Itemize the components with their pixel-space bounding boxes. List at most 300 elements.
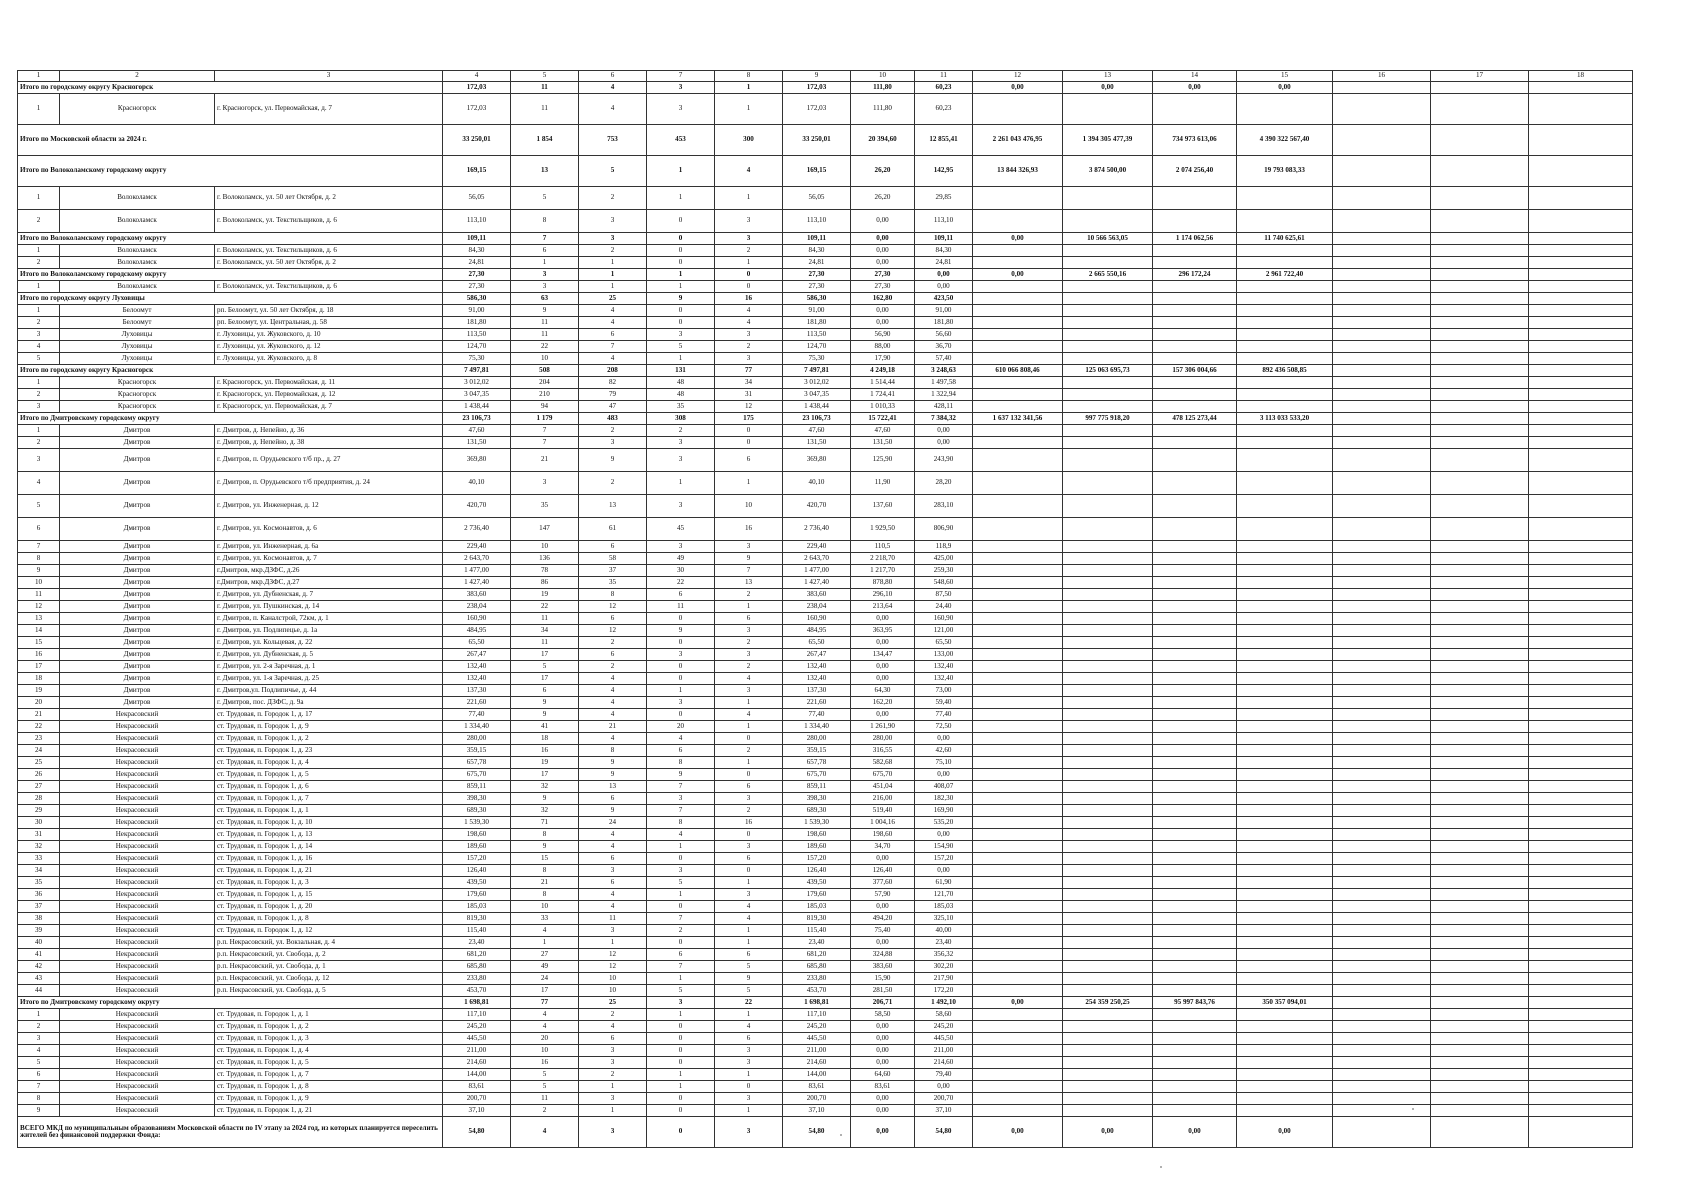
table-cell <box>973 1105 1063 1117</box>
table-cell <box>1063 733 1153 745</box>
table-cell <box>1333 341 1431 353</box>
table-cell <box>1153 437 1237 449</box>
settlement-cell: Дмитров <box>60 449 215 472</box>
table-cell: 0,00 <box>1153 82 1237 94</box>
table-cell: 16 <box>715 518 783 541</box>
table-cell: 13 <box>511 156 579 187</box>
table-cell <box>1237 389 1333 401</box>
table-cell <box>1237 673 1333 685</box>
table-cell: 58,60 <box>915 1009 973 1021</box>
table-cell: 78 <box>511 565 579 577</box>
table-cell <box>1153 293 1237 305</box>
table-cell <box>1431 389 1529 401</box>
row-number: 21 <box>18 709 60 721</box>
table-row <box>18 853 1633 865</box>
address-cell: ст. Трудовая, п. Городок 1, д. 23 <box>215 745 443 757</box>
table-cell <box>1333 269 1431 281</box>
table-row <box>18 793 1633 805</box>
column-number: 12 <box>973 71 1063 82</box>
table-cell <box>1431 341 1529 353</box>
table-cell <box>1333 1117 1431 1148</box>
table-cell: 4 <box>511 925 579 937</box>
table-cell: 0 <box>715 269 783 281</box>
table-cell <box>1237 1081 1333 1093</box>
table-cell <box>1063 1105 1153 1117</box>
table-cell: 4 <box>715 317 783 329</box>
row-number: 4 <box>18 1045 60 1057</box>
table-cell: 113,10 <box>783 210 851 233</box>
column-number: 17 <box>1431 71 1529 82</box>
table-cell: 296 172,24 <box>1153 269 1237 281</box>
table-cell <box>973 329 1063 341</box>
table-cell: 221,60 <box>783 697 851 709</box>
table-cell <box>1431 685 1529 697</box>
table-cell: 211,00 <box>783 1045 851 1057</box>
table-cell: 6 <box>715 449 783 472</box>
address-cell: ст. Трудовая, п. Городок 1, д. 4 <box>215 1045 443 1057</box>
table-cell: 2 <box>579 661 647 673</box>
table-cell <box>1529 341 1633 353</box>
table-cell <box>1153 793 1237 805</box>
table-cell: 356,32 <box>915 949 973 961</box>
table-cell: 56,05 <box>783 187 851 210</box>
table-row <box>18 401 1633 413</box>
table-cell <box>1063 925 1153 937</box>
table-cell <box>973 401 1063 413</box>
table-cell: 1 <box>715 697 783 709</box>
table-cell: 0,00 <box>851 233 915 245</box>
table-cell <box>1063 985 1153 997</box>
table-cell: 1 334,40 <box>783 721 851 733</box>
table-cell: 7 497,81 <box>443 365 511 377</box>
table-cell: 24 <box>579 817 647 829</box>
settlement-cell: Дмитров <box>60 495 215 518</box>
table-cell: 3 113 033 533,20 <box>1237 413 1333 425</box>
table-row <box>18 625 1633 637</box>
table-cell: 8 <box>647 817 715 829</box>
table-cell: 0,00 <box>973 1117 1063 1148</box>
address-cell: г. Дмитров, п. Орудьевского т/б пр., д. 27 <box>215 449 443 472</box>
table-cell <box>1333 413 1431 425</box>
table-cell: 1 <box>511 257 579 269</box>
table-cell: 3 <box>647 449 715 472</box>
table-cell: 3 <box>715 353 783 365</box>
subtotal-label: ВСЕГО МКД по муниципальным образованиям Московской области по IV этапу за 2024 год, из которых планируется переселить жителей без финансовой поддержки Фонда: <box>18 1117 443 1148</box>
column-number: 14 <box>1153 71 1237 82</box>
row-number: 4 <box>18 341 60 353</box>
table-cell <box>1333 673 1431 685</box>
table-cell: 9 <box>579 805 647 817</box>
table-cell <box>1333 472 1431 495</box>
table-cell <box>1237 601 1333 613</box>
table-cell: 4 249,18 <box>851 365 915 377</box>
row-number: 1 <box>18 281 60 293</box>
table-cell <box>1529 541 1633 553</box>
table-cell: 478 125 273,44 <box>1153 413 1237 425</box>
table-cell: 7 <box>511 437 579 449</box>
table-cell: 428,11 <box>915 401 973 413</box>
address-cell: г. Красногорск, ул. Первомайская, д. 7 <box>215 401 443 413</box>
table-cell: 198,60 <box>851 829 915 841</box>
table-cell <box>1063 625 1153 637</box>
table-row <box>18 1045 1633 1057</box>
row-number: 1 <box>18 187 60 210</box>
table-cell: 6 <box>579 329 647 341</box>
table-cell: 0 <box>647 613 715 625</box>
row-number: 8 <box>18 1093 60 1105</box>
table-cell <box>973 577 1063 589</box>
table-row <box>18 377 1633 389</box>
table-cell <box>1333 1081 1431 1093</box>
table-cell <box>1063 853 1153 865</box>
table-cell: 83,61 <box>851 1081 915 1093</box>
table-cell: 84,30 <box>915 245 973 257</box>
table-cell <box>1529 1117 1633 1148</box>
table-cell: 1 <box>511 937 579 949</box>
table-cell <box>1063 757 1153 769</box>
table-cell <box>1237 94 1333 125</box>
table-cell: 1 539,30 <box>443 817 511 829</box>
settlement-cell: Дмитров <box>60 673 215 685</box>
table-cell <box>1431 673 1529 685</box>
table-cell <box>1529 401 1633 413</box>
table-cell: 19 <box>511 589 579 601</box>
table-cell <box>1237 281 1333 293</box>
table-cell: 3 <box>647 82 715 94</box>
table-cell: 75,30 <box>443 353 511 365</box>
table-cell <box>973 1009 1063 1021</box>
table-cell: 79,40 <box>915 1069 973 1081</box>
subtotal-row <box>18 413 1633 425</box>
table-cell: 12 <box>579 961 647 973</box>
table-cell <box>1153 901 1237 913</box>
column-number: 6 <box>579 71 647 82</box>
table-cell: 0,00 <box>915 865 973 877</box>
table-cell: 1 724,41 <box>851 389 915 401</box>
table-cell: 172,03 <box>443 82 511 94</box>
table-cell: 7 <box>647 913 715 925</box>
table-cell <box>1237 649 1333 661</box>
table-cell <box>973 353 1063 365</box>
settlement-cell: Некрасовский <box>60 733 215 745</box>
table-cell <box>1529 553 1633 565</box>
address-cell: р.п. Некрасовский, ул. Свобода, д. 12 <box>215 973 443 985</box>
table-cell <box>1153 745 1237 757</box>
table-cell: 60,23 <box>915 94 973 125</box>
table-row <box>18 961 1633 973</box>
table-cell <box>1063 1081 1153 1093</box>
table-cell <box>1237 437 1333 449</box>
table-row <box>18 187 1633 210</box>
row-number: 15 <box>18 637 60 649</box>
table-cell <box>973 925 1063 937</box>
row-number: 12 <box>18 601 60 613</box>
table-row <box>18 281 1633 293</box>
table-cell: 6 <box>511 685 579 697</box>
table-cell: 229,40 <box>443 541 511 553</box>
table-cell: 169,15 <box>783 156 851 187</box>
table-cell: 121,70 <box>915 889 973 901</box>
table-cell: 685,80 <box>783 961 851 973</box>
table-cell: 0,00 <box>915 437 973 449</box>
table-cell <box>973 973 1063 985</box>
table-cell <box>1063 341 1153 353</box>
table-cell: 133,00 <box>915 649 973 661</box>
table-cell <box>1529 829 1633 841</box>
row-number: 2 <box>18 1021 60 1033</box>
table-cell <box>1431 805 1529 817</box>
table-cell: 144,00 <box>443 1069 511 1081</box>
table-cell <box>1153 733 1237 745</box>
table-cell: 157,20 <box>443 853 511 865</box>
table-cell: 214,60 <box>915 1057 973 1069</box>
column-number: 8 <box>715 71 783 82</box>
table-cell <box>1153 637 1237 649</box>
table-cell <box>1333 245 1431 257</box>
table-cell <box>1153 187 1237 210</box>
table-cell: 359,15 <box>783 745 851 757</box>
row-number: 1 <box>18 245 60 257</box>
table-cell: 3 <box>715 625 783 637</box>
table-cell <box>1333 745 1431 757</box>
table-cell <box>1237 1045 1333 1057</box>
row-number: 16 <box>18 649 60 661</box>
table-cell <box>1529 637 1633 649</box>
table-cell: 198,60 <box>783 829 851 841</box>
table-cell <box>1237 401 1333 413</box>
table-row <box>18 389 1633 401</box>
table-cell <box>1431 353 1529 365</box>
table-cell: 4 <box>579 305 647 317</box>
address-cell: г. Луховицы, ул. Жуковского, д. 12 <box>215 341 443 353</box>
address-cell: ст. Трудовая, п. Городок 1, д. 3 <box>215 877 443 889</box>
row-number: 7 <box>18 1081 60 1093</box>
table-cell <box>1063 305 1153 317</box>
table-cell <box>1063 1093 1153 1105</box>
settlement-cell: Некрасовский <box>60 1009 215 1021</box>
table-cell <box>1153 1057 1237 1069</box>
table-body <box>18 71 1633 1148</box>
address-cell: г. Волоколамск, ул. Текстильщиков, д. 6 <box>215 210 443 233</box>
table-cell <box>1237 685 1333 697</box>
table-cell: 77 <box>511 997 579 1009</box>
table-cell: 54,80 <box>915 1117 973 1148</box>
table-cell: 300 <box>715 125 783 156</box>
table-cell: 8 <box>511 829 579 841</box>
table-row <box>18 425 1633 437</box>
table-cell <box>1529 781 1633 793</box>
table-cell <box>1063 889 1153 901</box>
table-cell: 3 <box>647 649 715 661</box>
table-cell: 10 <box>579 985 647 997</box>
table-cell: 445,50 <box>443 1033 511 1045</box>
table-cell: 87,50 <box>915 589 973 601</box>
table-cell: 11 <box>511 94 579 125</box>
table-cell <box>1237 257 1333 269</box>
table-cell <box>1529 853 1633 865</box>
table-cell <box>1333 365 1431 377</box>
table-cell <box>973 985 1063 997</box>
table-cell: 157 306 004,66 <box>1153 365 1237 377</box>
table-cell: 185,03 <box>443 901 511 913</box>
row-number: 1 <box>18 377 60 389</box>
column-number: 5 <box>511 71 579 82</box>
table-cell <box>1529 317 1633 329</box>
table-cell: 9 <box>579 757 647 769</box>
table-cell: 369,80 <box>783 449 851 472</box>
table-cell <box>1431 125 1529 156</box>
table-cell: 0 <box>647 937 715 949</box>
address-cell: р.п. Некрасовский, ул. Свобода, д. 2 <box>215 949 443 961</box>
table-row <box>18 1021 1633 1033</box>
table-cell: 0 <box>715 865 783 877</box>
table-cell: 12 <box>579 601 647 613</box>
table-cell: 9 <box>715 553 783 565</box>
table-cell <box>1153 1093 1237 1105</box>
table-cell <box>1063 495 1153 518</box>
settlement-cell: Дмитров <box>60 518 215 541</box>
table-cell: 3 <box>511 472 579 495</box>
table-cell <box>1529 733 1633 745</box>
address-cell: г.Дмитров, мкр.ДЗФС, д.26 <box>215 565 443 577</box>
table-cell: 179,60 <box>443 889 511 901</box>
table-cell: 132,40 <box>915 661 973 673</box>
table-cell: 23 106,73 <box>783 413 851 425</box>
table-cell <box>1333 589 1431 601</box>
table-cell: 172,03 <box>783 94 851 125</box>
table-cell <box>1237 709 1333 721</box>
address-cell: ст. Трудовая, п. Городок 1, д. 21 <box>215 1105 443 1117</box>
table-cell: 753 <box>579 125 647 156</box>
table-cell <box>1153 709 1237 721</box>
table-cell: 132,40 <box>783 673 851 685</box>
table-cell: 420,70 <box>443 495 511 518</box>
address-cell: ст. Трудовая, п. Городок 1, д. 16 <box>215 853 443 865</box>
table-row <box>18 210 1633 233</box>
table-cell: 13 844 326,93 <box>973 156 1063 187</box>
table-cell: 16 <box>511 1057 579 1069</box>
table-cell <box>1333 913 1431 925</box>
table-cell <box>1153 661 1237 673</box>
table-cell: 245,20 <box>783 1021 851 1033</box>
table-cell: 56,05 <box>443 187 511 210</box>
table-cell: 200,70 <box>783 1093 851 1105</box>
settlement-cell: Дмитров <box>60 437 215 449</box>
settlement-cell: Некрасовский <box>60 805 215 817</box>
table-cell <box>1333 401 1431 413</box>
table-cell <box>1529 365 1633 377</box>
table-cell: 1 <box>579 281 647 293</box>
table-cell: 675,70 <box>443 769 511 781</box>
table-cell: 423,50 <box>915 293 973 305</box>
table-cell: 110,5 <box>851 541 915 553</box>
table-cell: 4 <box>715 901 783 913</box>
table-cell: 79 <box>579 389 647 401</box>
table-cell <box>973 449 1063 472</box>
table-cell: 33 250,01 <box>783 125 851 156</box>
row-number: 8 <box>18 553 60 565</box>
table-row <box>18 601 1633 613</box>
table-cell <box>1153 353 1237 365</box>
table-cell: 238,04 <box>443 601 511 613</box>
table-cell <box>973 601 1063 613</box>
table-cell: 27,30 <box>783 281 851 293</box>
settlement-cell: Белоомут <box>60 305 215 317</box>
table-cell <box>973 257 1063 269</box>
table-cell: 296,10 <box>851 589 915 601</box>
table-cell: 451,04 <box>851 781 915 793</box>
table-cell <box>1431 637 1529 649</box>
table-row <box>18 472 1633 495</box>
table-cell <box>1529 1069 1633 1081</box>
settlement-cell: Некрасовский <box>60 1045 215 1057</box>
row-number: 22 <box>18 721 60 733</box>
table-cell: 0 <box>647 233 715 245</box>
address-cell: г. Дмитров, п. Каналстрой, 72км, д. 1 <box>215 613 443 625</box>
row-number: 35 <box>18 877 60 889</box>
table-cell <box>1529 589 1633 601</box>
settlement-cell: Некрасовский <box>60 793 215 805</box>
table-cell <box>973 637 1063 649</box>
table-cell: 3 248,63 <box>915 365 973 377</box>
table-cell <box>1333 210 1431 233</box>
table-cell <box>1431 817 1529 829</box>
table-cell <box>1063 793 1153 805</box>
table-cell: 37 <box>579 565 647 577</box>
table-cell: 1 514,44 <box>851 377 915 389</box>
table-cell: 324,88 <box>851 949 915 961</box>
table-cell <box>1063 577 1153 589</box>
table-cell <box>1333 437 1431 449</box>
subtotal-label: Итого по Дмитровскому городскому округу <box>18 413 443 425</box>
table-cell <box>1063 281 1153 293</box>
table-cell <box>1333 781 1431 793</box>
table-cell <box>1333 233 1431 245</box>
table-row <box>18 589 1633 601</box>
table-cell: 1 261,90 <box>851 721 915 733</box>
table-cell: 3 <box>647 94 715 125</box>
table-cell: 0,00 <box>915 829 973 841</box>
table-cell <box>1333 613 1431 625</box>
table-cell: 5 <box>715 985 783 997</box>
table-cell: 586,30 <box>443 293 511 305</box>
table-cell <box>1153 961 1237 973</box>
settlement-cell: Некрасовский <box>60 961 215 973</box>
table-cell: 147 <box>511 518 579 541</box>
table-cell: 0,00 <box>1063 82 1153 94</box>
table-cell: 12 855,41 <box>915 125 973 156</box>
table-cell: 3 <box>715 329 783 341</box>
table-row <box>18 245 1633 257</box>
table-cell: 1 <box>715 82 783 94</box>
column-number: 10 <box>851 71 915 82</box>
table-cell: 681,20 <box>783 949 851 961</box>
table-cell: 125,90 <box>851 449 915 472</box>
table-cell: 175 <box>715 413 783 425</box>
settlement-cell: Волоколамск <box>60 257 215 269</box>
table-cell: 34 <box>511 625 579 637</box>
table-cell: 113,10 <box>443 210 511 233</box>
settlement-cell: Некрасовский <box>60 817 215 829</box>
table-cell <box>1333 518 1431 541</box>
table-cell <box>1431 257 1529 269</box>
table-cell: 0,00 <box>915 269 973 281</box>
table-cell: 3 <box>715 649 783 661</box>
table-cell: 0,00 <box>851 257 915 269</box>
table-cell: 185,03 <box>915 901 973 913</box>
table-cell <box>1063 877 1153 889</box>
table-cell: 0 <box>715 829 783 841</box>
